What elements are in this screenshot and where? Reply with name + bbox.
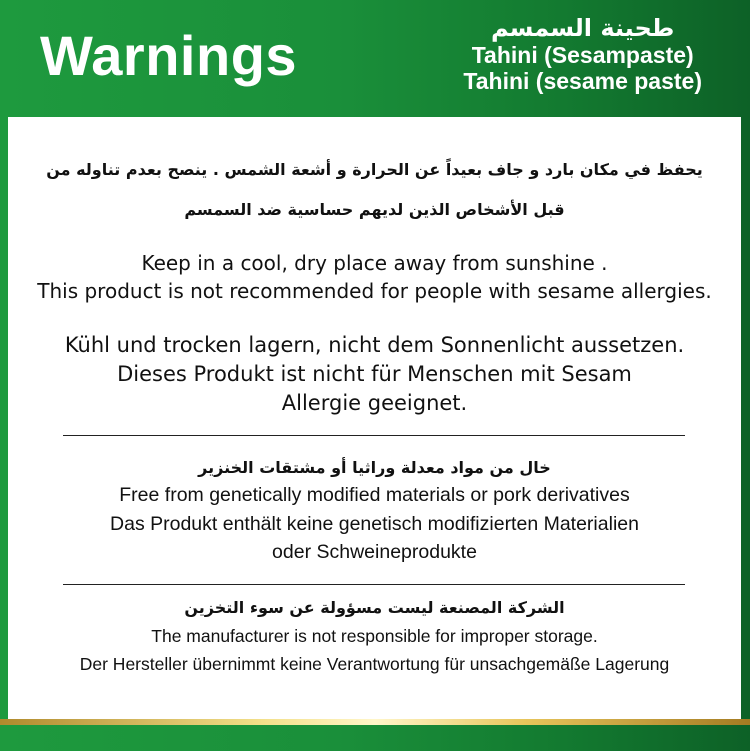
product-name-block	[463, 14, 702, 94]
storage-arabic-line1: يحفظ في مكان بارد و جاف بعيداً عن الحرارة و أشعة الشمس . ينصح بعدم تناوله من	[46, 160, 703, 179]
gmo-english: Free from genetically modified materials or pork derivatives	[119, 484, 630, 506]
storage-english-line1: Keep in a cool, dry place away from sunshine .	[141, 251, 608, 275]
gmo-german-line2: oder Schweineprodukte	[272, 541, 477, 563]
product-name-english: Tahini (sesame paste)	[463, 68, 702, 94]
storage-german-line2: Dieses Produkt ist nicht für Menschen mit Sesam	[117, 362, 632, 386]
divider-1	[63, 435, 685, 436]
gmo-german-line1: Das Produkt enthält keine genetisch modifizierten Materialien	[110, 513, 639, 535]
storage-german-line3: Allergie geeignet.	[281, 391, 468, 415]
storage-arabic-line2: قبل الأشخاص الذين لديهم حساسية ضد السمسم	[184, 200, 565, 219]
liability-arabic: الشركة المصنعة ليست مسؤولة عن سوء التخزين	[184, 598, 565, 617]
header-band	[0, 0, 750, 116]
divider-2	[63, 584, 685, 585]
product-name-german: Tahini (Sesampaste)	[471, 42, 694, 68]
product-name-arabic: طحينة السمسم	[490, 14, 675, 42]
warnings-panel	[8, 117, 741, 719]
warnings-title: Warnings	[40, 24, 298, 87]
gmo-arabic: خال من مواد معدلة وراثيا أو مشتقات الخنزير	[198, 458, 551, 477]
footer-band	[0, 725, 750, 751]
storage-english-line2: This product is not recommended for people with sesame allergies.	[37, 279, 712, 303]
storage-german-line1: Kühl und trocken lagern, nicht dem Sonnenlicht aussetzen.	[64, 333, 685, 357]
liability-english: The manufacturer is not responsible for improper storage.	[151, 626, 598, 646]
liability-german: Der Hersteller übernimmt keine Verantwortung für unsachgemäße Lagerung	[79, 654, 670, 674]
